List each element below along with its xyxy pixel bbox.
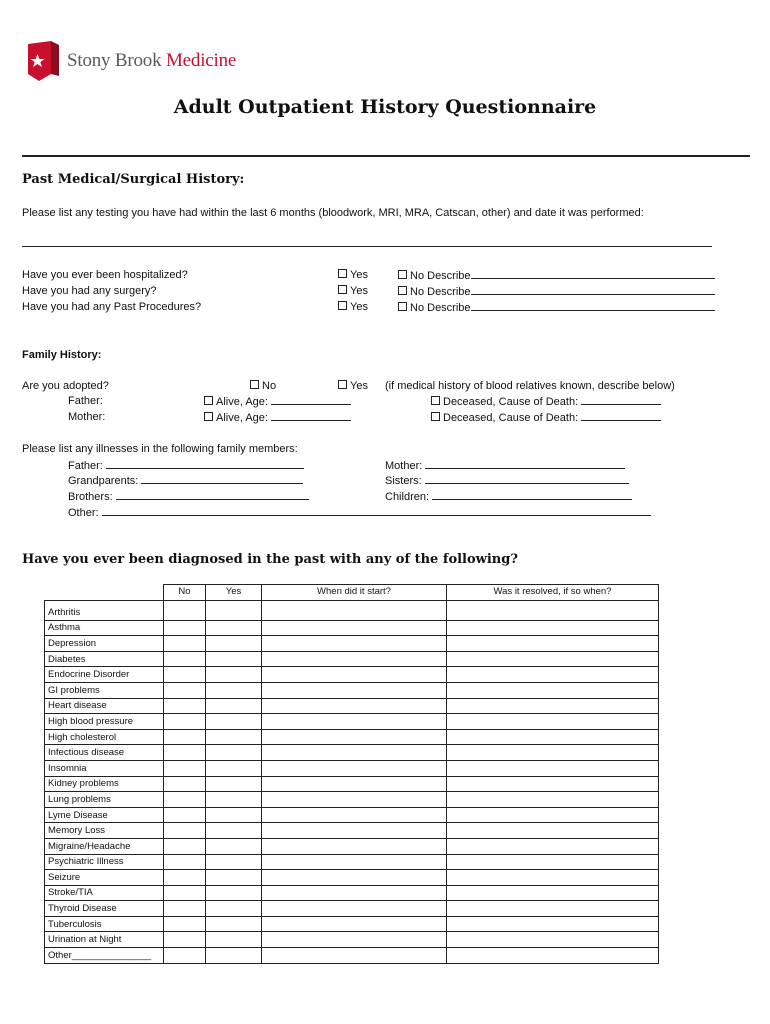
condition-label: Arthritis [45, 601, 164, 621]
when-started-cell[interactable] [262, 651, 447, 667]
no-cell[interactable] [164, 698, 206, 714]
condition-label: Lyme Disease [45, 807, 164, 823]
yes-cell[interactable] [206, 823, 262, 839]
when-started-cell[interactable] [262, 854, 447, 870]
grandparents-field-label: Grandparents: [68, 475, 139, 487]
yes-cell[interactable] [206, 885, 262, 901]
yes-cell[interactable] [206, 620, 262, 636]
no-cell[interactable] [164, 901, 206, 917]
table-row [45, 667, 659, 683]
resolved-cell[interactable] [447, 601, 659, 621]
testing-answer-line[interactable] [22, 236, 712, 247]
no-cell[interactable] [164, 776, 206, 792]
resolved-cell[interactable] [447, 792, 659, 808]
hospitalized-no-option[interactable] [398, 268, 715, 283]
resolved-cell[interactable] [447, 823, 659, 839]
father-deceased-option[interactable] [431, 394, 661, 409]
resolved-cell[interactable] [447, 854, 659, 870]
checkbox[interactable] [204, 396, 213, 405]
condition-label: GI problems [45, 682, 164, 698]
family-sisters-field[interactable] [385, 473, 629, 488]
resolved-cell[interactable] [447, 667, 659, 683]
table-row [45, 807, 659, 823]
no-cell[interactable] [164, 667, 206, 683]
yes-cell[interactable] [206, 698, 262, 714]
mother-label: Mother: [68, 411, 106, 423]
when-started-cell[interactable] [262, 916, 447, 932]
checkbox[interactable] [338, 269, 347, 278]
resolved-cell[interactable] [447, 838, 659, 854]
resolved-cell[interactable] [447, 916, 659, 932]
adopted-question: Are you adopted? [22, 380, 109, 392]
deceased-label: Deceased, Cause of Death: [443, 412, 579, 424]
yes-cell[interactable] [206, 651, 262, 667]
logo-brand: Stony Brook [67, 50, 162, 71]
deceased-label: Deceased, Cause of Death: [443, 396, 579, 408]
when-started-cell[interactable] [262, 636, 447, 652]
yes-cell[interactable] [206, 760, 262, 776]
table-row [45, 948, 659, 964]
col-header-when: When did it start? [262, 585, 447, 601]
resolved-cell[interactable] [447, 729, 659, 745]
table-row [45, 823, 659, 839]
grandparents-line[interactable] [141, 473, 303, 484]
no-cell[interactable] [164, 601, 206, 621]
condition-label: Kidney problems [45, 776, 164, 792]
when-started-cell[interactable] [262, 823, 447, 839]
condition-label: Stroke/TIA [45, 885, 164, 901]
table-row [45, 932, 659, 948]
sisters-line[interactable] [425, 473, 629, 484]
when-started-cell[interactable] [262, 838, 447, 854]
resolved-cell[interactable] [447, 651, 659, 667]
when-started-cell[interactable] [262, 776, 447, 792]
table-row [45, 854, 659, 870]
no-cell[interactable] [164, 745, 206, 761]
header-blank-cell [45, 585, 164, 601]
brothers-line[interactable] [116, 489, 309, 500]
yes-cell[interactable] [206, 682, 262, 698]
resolved-cell[interactable] [447, 807, 659, 823]
describe-line[interactable] [471, 284, 715, 295]
no-cell[interactable] [164, 714, 206, 730]
sisters-field-label: Sisters: [385, 475, 422, 487]
no-cell[interactable] [164, 682, 206, 698]
checkbox[interactable] [338, 285, 347, 294]
diagnosis-heading: Have you ever been diagnosed in the past with any of the following? [22, 552, 518, 567]
family-children-field[interactable] [385, 489, 632, 504]
no-label: No [410, 270, 425, 282]
table-row [45, 745, 659, 761]
past-history-heading: Past Medical/Surgical History: [22, 172, 245, 187]
table-row [45, 714, 659, 730]
surgery-no-option[interactable] [398, 284, 715, 299]
resolved-cell[interactable] [447, 932, 659, 948]
resolved-cell[interactable] [447, 745, 659, 761]
table-row [45, 651, 659, 667]
when-started-cell[interactable] [262, 901, 447, 917]
condition-label: Urination at Night [45, 932, 164, 948]
checkbox[interactable] [338, 301, 347, 310]
no-cell[interactable] [164, 838, 206, 854]
no-cell[interactable] [164, 807, 206, 823]
table-row [45, 870, 659, 886]
title-divider [22, 155, 750, 157]
condition-label: Infectious disease [45, 745, 164, 761]
when-started-cell[interactable] [262, 667, 447, 683]
yes-label: Yes [350, 380, 368, 392]
no-cell[interactable] [164, 932, 206, 948]
yes-label: Yes [350, 301, 368, 313]
condition-label: Seizure [45, 870, 164, 886]
table-row [45, 792, 659, 808]
resolved-cell[interactable] [447, 620, 659, 636]
table-row [45, 729, 659, 745]
condition-label: Insomnia [45, 760, 164, 776]
age-line[interactable] [271, 410, 351, 421]
condition-label: Memory Loss [45, 823, 164, 839]
when-started-cell[interactable] [262, 948, 447, 964]
shield-star-icon [27, 40, 61, 82]
cause-line[interactable] [581, 410, 661, 421]
yes-cell[interactable] [206, 776, 262, 792]
no-cell[interactable] [164, 885, 206, 901]
diagnosis-table-body [45, 601, 659, 964]
brothers-field-label: Brothers: [68, 491, 113, 503]
yes-cell[interactable] [206, 714, 262, 730]
condition-label: High blood pressure [45, 714, 164, 730]
age-line[interactable] [271, 394, 351, 405]
testing-prompt: Please list any testing you have had within the last 6 months (bloodwork, MRI, MRA, Catscan, other) and date it was performed: [22, 207, 644, 219]
hospitalized-yes-option[interactable] [338, 268, 368, 282]
condition-label: Depression [45, 636, 164, 652]
resolved-cell[interactable] [447, 636, 659, 652]
illness-prompt: Please list any illnesses in the following family members: [22, 443, 298, 455]
children-line[interactable] [432, 489, 632, 500]
page-title: Adult Outpatient History Questionnaire [173, 96, 597, 118]
family-history-heading: Family History: [22, 349, 102, 361]
when-started-cell[interactable] [262, 714, 447, 730]
no-cell[interactable] [164, 792, 206, 808]
no-cell[interactable] [164, 729, 206, 745]
yes-label: Yes [350, 285, 368, 297]
no-cell[interactable] [164, 916, 206, 932]
no-cell[interactable] [164, 651, 206, 667]
table-row [45, 636, 659, 652]
yes-cell[interactable] [206, 932, 262, 948]
table-row [45, 601, 659, 621]
yes-cell[interactable] [206, 916, 262, 932]
checkbox[interactable] [431, 396, 440, 405]
logo-wordmark [67, 50, 236, 72]
condition-label: Lung problems [45, 792, 164, 808]
diagnosis-table [44, 584, 659, 964]
condition-label: Heart disease [45, 698, 164, 714]
resolved-cell[interactable] [447, 776, 659, 792]
yes-cell[interactable] [206, 667, 262, 683]
father-alive-option[interactable] [204, 394, 351, 409]
resolved-cell[interactable] [447, 885, 659, 901]
checkbox[interactable] [338, 380, 347, 389]
when-started-cell[interactable] [262, 729, 447, 745]
logo-brand-accent: Medicine [165, 50, 237, 71]
describe-line[interactable] [471, 300, 715, 311]
no-cell[interactable] [164, 854, 206, 870]
mother-field-label: Mother: [385, 460, 423, 472]
procedures-yes-option[interactable] [338, 300, 368, 314]
yes-label: Yes [350, 269, 368, 281]
describe-line[interactable] [471, 268, 715, 279]
table-row [45, 838, 659, 854]
no-cell[interactable] [164, 636, 206, 652]
father-label: Father: [68, 395, 103, 407]
alive-age-label: Alive, Age: [216, 396, 268, 408]
mother-line[interactable] [425, 458, 625, 469]
cause-line[interactable] [581, 394, 661, 405]
yes-cell[interactable] [206, 745, 262, 761]
col-header-yes: Yes [206, 585, 262, 601]
stony-brook-medicine-logo [27, 40, 249, 84]
col-header-no: No [164, 585, 206, 601]
mother-alive-option[interactable] [204, 410, 351, 425]
yes-cell[interactable] [206, 948, 262, 964]
adopted-note: (if medical history of blood relatives known, describe below) [385, 380, 675, 392]
no-cell[interactable] [164, 620, 206, 636]
yes-cell[interactable] [206, 854, 262, 870]
no-cell[interactable] [164, 948, 206, 964]
other-field-label: Other: [68, 507, 99, 519]
condition-label: High cholesterol [45, 729, 164, 745]
surgery-yes-option[interactable] [338, 284, 368, 298]
table-row [45, 620, 659, 636]
table-row [45, 885, 659, 901]
table-header-row [45, 585, 659, 601]
when-started-cell[interactable] [262, 745, 447, 761]
when-started-cell[interactable] [262, 807, 447, 823]
procedures-no-option[interactable] [398, 300, 715, 315]
condition-label: Asthma [45, 620, 164, 636]
yes-cell[interactable] [206, 636, 262, 652]
when-started-cell[interactable] [262, 601, 447, 621]
mother-deceased-option[interactable] [431, 410, 661, 425]
table-row [45, 776, 659, 792]
resolved-cell[interactable] [447, 901, 659, 917]
family-father-field[interactable] [68, 458, 304, 473]
describe-label: Describe [427, 302, 471, 314]
table-row [45, 760, 659, 776]
resolved-cell[interactable] [447, 682, 659, 698]
when-started-cell[interactable] [262, 682, 447, 698]
hospitalized-question: Have you ever been hospitalized? [22, 269, 188, 281]
yes-cell[interactable] [206, 870, 262, 886]
surgery-question: Have you had any surgery? [22, 285, 157, 297]
when-started-cell[interactable] [262, 698, 447, 714]
when-started-cell[interactable] [262, 932, 447, 948]
col-header-resolved: Was it resolved, if so when? [447, 585, 659, 601]
condition-label: Diabetes [45, 651, 164, 667]
condition-label: Endocrine Disorder [45, 667, 164, 683]
family-brothers-field[interactable] [68, 489, 309, 504]
alive-age-label: Alive, Age: [216, 412, 268, 424]
yes-cell[interactable] [206, 601, 262, 621]
checkbox[interactable] [398, 270, 407, 279]
father-field-label: Father: [68, 460, 103, 472]
when-started-cell[interactable] [262, 870, 447, 886]
describe-label: Describe [427, 286, 471, 298]
condition-label: Thyroid Disease [45, 901, 164, 917]
no-cell[interactable] [164, 870, 206, 886]
procedures-question: Have you had any Past Procedures? [22, 301, 202, 313]
father-line[interactable] [106, 458, 304, 469]
checkbox[interactable] [204, 412, 213, 421]
no-cell[interactable] [164, 760, 206, 776]
condition-label: Migraine/Headache [45, 838, 164, 854]
other-line[interactable] [102, 505, 651, 516]
adopted-no-option[interactable] [250, 379, 276, 393]
yes-cell[interactable] [206, 792, 262, 808]
no-cell[interactable] [164, 823, 206, 839]
no-label: No [410, 302, 425, 314]
when-started-cell[interactable] [262, 620, 447, 636]
table-row [45, 682, 659, 698]
adopted-yes-option[interactable] [338, 379, 368, 393]
children-field-label: Children: [385, 491, 430, 503]
checkbox[interactable] [398, 302, 407, 311]
family-grandparents-field[interactable] [68, 473, 303, 488]
table-row [45, 916, 659, 932]
resolved-cell[interactable] [447, 760, 659, 776]
when-started-cell[interactable] [262, 760, 447, 776]
yes-cell[interactable] [206, 901, 262, 917]
table-row [45, 901, 659, 917]
checkbox[interactable] [431, 412, 440, 421]
describe-label: Describe [427, 270, 471, 282]
resolved-cell[interactable] [447, 870, 659, 886]
table-row [45, 698, 659, 714]
resolved-cell[interactable] [447, 698, 659, 714]
when-started-cell[interactable] [262, 885, 447, 901]
condition-label: Other_______________ [45, 948, 164, 964]
family-other-field[interactable] [68, 505, 651, 520]
resolved-cell[interactable] [447, 948, 659, 964]
resolved-cell[interactable] [447, 714, 659, 730]
no-label: No [410, 286, 425, 298]
checkbox[interactable] [250, 380, 259, 389]
when-started-cell[interactable] [262, 792, 447, 808]
family-mother-field[interactable] [385, 458, 625, 473]
condition-label: Tuberculosis [45, 916, 164, 932]
checkbox[interactable] [398, 286, 407, 295]
yes-cell[interactable] [206, 838, 262, 854]
condition-label: Psychiatric Illness [45, 854, 164, 870]
no-label: No [262, 380, 277, 392]
yes-cell[interactable] [206, 729, 262, 745]
yes-cell[interactable] [206, 807, 262, 823]
